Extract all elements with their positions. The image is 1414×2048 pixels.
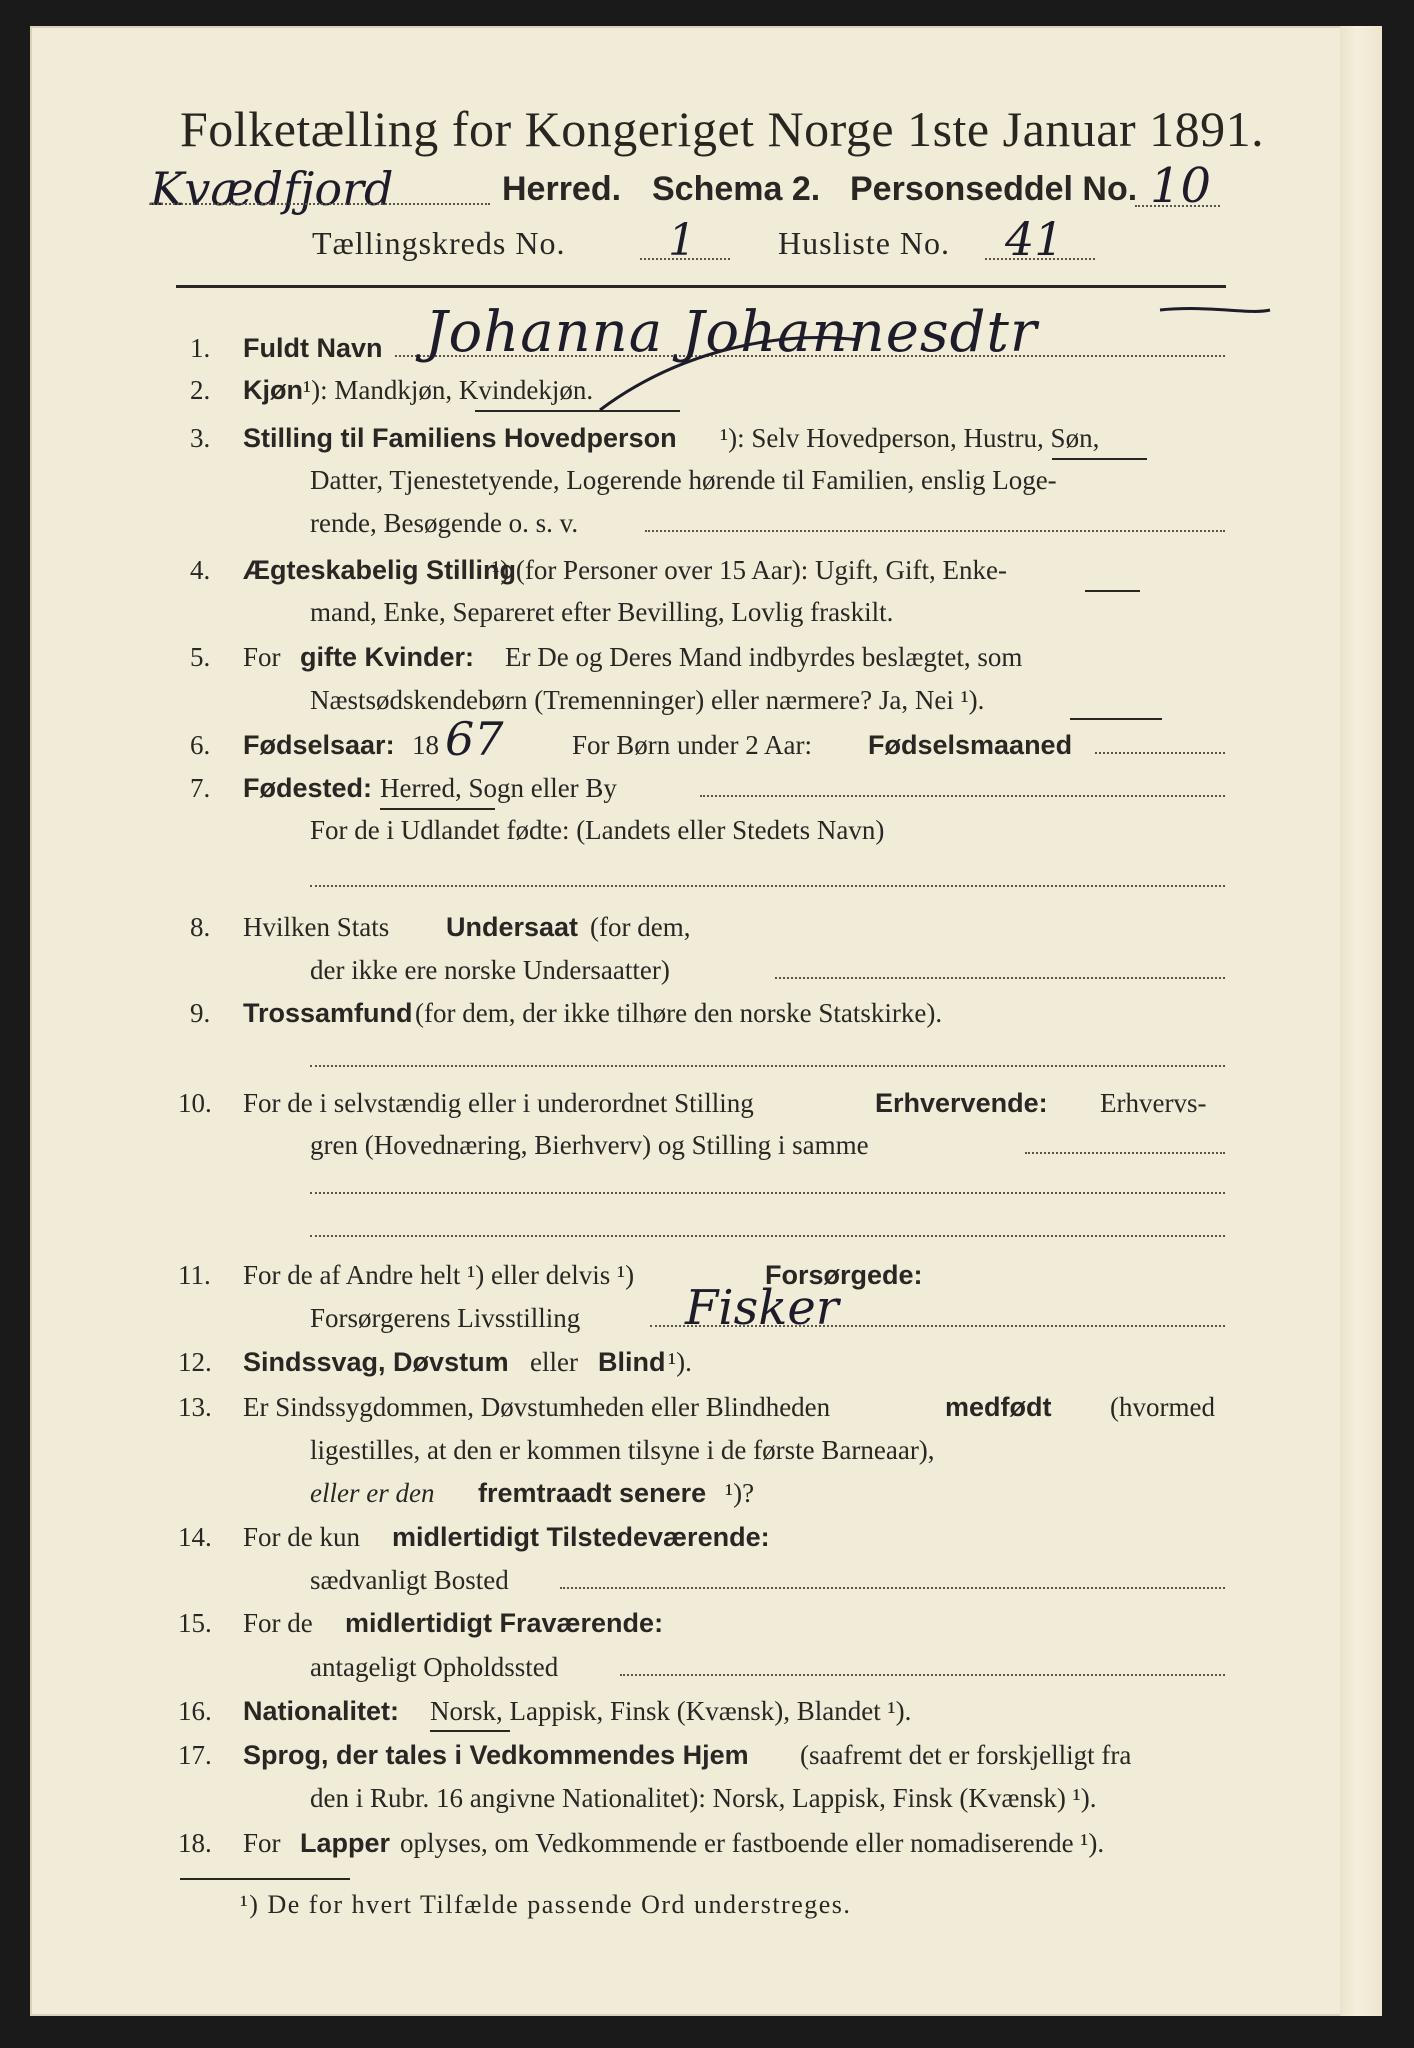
item-number: 3. [190, 423, 211, 453]
gifte-kvinder-question-line2: Næstsødskendebørn (Tremenninger) eller nærmere? Ja, Nei ¹). [310, 685, 985, 715]
gifte-kvinder-question: Er De og Deres Mand indbyrdes beslægtet, som [505, 642, 1023, 672]
undersaat-label: Undersaat [446, 912, 579, 942]
kreds-value: 1 [668, 215, 696, 266]
item-number: 10. [178, 1088, 212, 1118]
kreds-label: Tællingskreds No. [312, 225, 566, 261]
item-number: 2. [190, 375, 211, 405]
item-number: 14. [178, 1522, 212, 1552]
fodested-dotted-line [700, 795, 1225, 797]
gifte-pre: For [243, 642, 281, 672]
undersaat-text: (for dem, [590, 912, 691, 942]
item-number: 6. [190, 730, 211, 760]
sprog-label: Sprog, der tales i Vedkommendes Hjem [243, 1740, 749, 1770]
sindssvag-label: Sindssvag, Døvstum [243, 1347, 509, 1377]
sprog-text: (saafremt det er forskjelligt fra [800, 1740, 1132, 1770]
item-number: 18. [178, 1828, 212, 1858]
udlandet-line: For de i Udlandet fødte: (Landets eller Stedets Navn) [310, 815, 885, 845]
header-rule [176, 285, 1226, 288]
fodested-options: Herred, Sogn eller By [380, 773, 617, 803]
norsk-underline [430, 1730, 510, 1732]
trossamfund-dotted-line [310, 1065, 1225, 1067]
schema-label: Schema 2. [652, 170, 821, 208]
bosted-dotted-line [560, 1587, 1225, 1589]
trossamfund-label: Trossamfund [243, 998, 413, 1028]
personseddel-label: Personseddel No. [850, 170, 1138, 208]
nationalitet-label: Nationalitet: [243, 1696, 400, 1726]
item-number: 9. [190, 998, 211, 1028]
tilstedevaerende-label: midlertidigt Tilstedeværende: [392, 1522, 770, 1552]
udlandet-dotted-line [310, 885, 1225, 887]
stilling-dotted-line [645, 530, 1225, 532]
fodested-label: Fødested: [243, 773, 373, 803]
blind-label: Blind [598, 1347, 666, 1377]
stilling-options-line3: rende, Besøgende o. s. v. [310, 508, 579, 538]
erhverv-text: Erhvervs- [1100, 1088, 1207, 1118]
lapper-pre: For [243, 1828, 281, 1858]
erhverv-pre: For de i selvstændig eller i underordnet Stilling [243, 1088, 754, 1118]
item-number: 12. [178, 1347, 212, 1377]
footnote-rule [180, 1878, 350, 1880]
fodselsaar-label: Fødselsaar: [243, 730, 395, 760]
fodselsmaaned-dotted-line [1095, 752, 1225, 754]
undersaat-line2: der ikke ere norske Undersaatter) [310, 955, 670, 985]
undersaat-dotted-line [775, 977, 1225, 979]
opholdssted-label: antageligt Opholdssted [310, 1652, 559, 1682]
footnote: ¹) De for hvert Tilfælde passende Ord understreges. [240, 1890, 852, 1919]
personseddel-dotted-line [1135, 205, 1220, 207]
erhverv-dotted-line-2 [310, 1192, 1225, 1194]
gift-underline [1085, 590, 1140, 592]
herred-dotted-line [150, 203, 490, 205]
herred-underline [380, 808, 495, 810]
aegteskabelig-label: Ægteskabelig Stilling [243, 555, 517, 585]
opholdssted-dotted-line [620, 1674, 1225, 1676]
forsorgede-label: Forsørgede: [765, 1260, 923, 1290]
stilling-options-line2: Datter, Tjenestetyende, Logerende hørende til Familien, enslig Loge- [310, 465, 1057, 495]
fremtraadt-senere-label: fremtraadt senere [478, 1478, 707, 1508]
nationalitet-options: Norsk, Lappisk, Finsk (Kvænsk), Blandet ¹). [430, 1696, 912, 1726]
herred-value: Kvædfjord [150, 162, 394, 216]
lapper-text: oplyses, om Vedkommende er fastboende eller nomadiserende ¹). [400, 1828, 1105, 1858]
item-number: 7. [190, 773, 211, 803]
erhverv-dotted-line-1 [1025, 1152, 1225, 1154]
paper-edge [1340, 26, 1382, 2016]
form-title: Folketælling for Kongeriget Norge 1ste Januar 1891. [180, 101, 1265, 157]
husliste-dotted-line [985, 258, 1095, 260]
blind-suffix: ¹). [668, 1347, 692, 1377]
erhvervende-label: Erhvervende: [875, 1088, 1048, 1118]
fuldt-navn-label: Fuldt Navn [243, 333, 383, 363]
item-number: 4. [190, 555, 211, 585]
medfodt-line2: ligestilles, at den er kommen tilsyne i de første Barneaar), [310, 1435, 935, 1465]
trossamfund-text: (for dem, der ikke tilhøre den norske Statskirke). [415, 998, 943, 1028]
personseddel-value: 10 [1150, 158, 1212, 214]
herred-label: Herred. [502, 170, 622, 208]
sindssvag-eller: eller [530, 1347, 578, 1377]
aegteskabelig-options-line2: mand, Enke, Separeret efter Bevilling, Lovlig fraskilt. [310, 597, 894, 627]
stilling-options: ¹): Selv Hovedperson, Hustru, Søn, [720, 423, 1100, 453]
kjon-options: ¹): Mandkjøn, Kvindekjøn. [303, 375, 594, 405]
medfodt-pre: Er Sindssygdommen, Døvstumheden eller Blindheden [243, 1392, 831, 1422]
medfodt-label: medfødt [945, 1392, 1052, 1422]
livsstilling-value: Fisker [685, 1280, 839, 1336]
kreds-dotted-line [640, 258, 730, 260]
fodselsmaaned-label: Fødselsmaaned [868, 730, 1073, 760]
item-number: 16. [178, 1696, 212, 1726]
erhverv-line2: gren (Hovednæring, Bierhverv) og Stilling i samme [310, 1130, 869, 1160]
sprog-line2: den i Rubr. 16 angivne Nationalitet): Norsk, Lappisk, Finsk (Kvænsk) ¹). [310, 1783, 1097, 1813]
medfodt-line3c: ¹)? [725, 1478, 755, 1508]
item-number: 15. [178, 1608, 212, 1638]
medfodt-text: (hvormed [1110, 1392, 1215, 1422]
fravaerende-pre: For de [243, 1608, 313, 1638]
born-under-2-aar: For Børn under 2 Aar: [572, 730, 812, 760]
item-number: 17. [178, 1740, 212, 1770]
item-number: 5. [190, 642, 211, 672]
handwriting-flourish [560, 290, 1280, 420]
hustru-underline [1052, 458, 1147, 460]
bosted-label: sædvanligt Bosted [310, 1565, 509, 1595]
erhverv-dotted-line-3 [310, 1235, 1225, 1237]
fodselsaar-value: 67 [445, 712, 504, 766]
husliste-value: 41 [1005, 212, 1064, 266]
forsorgerens-livsstilling: Forsørgerens Livsstilling [310, 1303, 581, 1333]
aegteskabelig-options: ¹) (for Personer over 15 Aar): Ugift, Gift, Enke- [492, 555, 1007, 585]
tilstedevaerende-pre: For de kun [243, 1522, 360, 1552]
husliste-label: Husliste No. [778, 225, 950, 261]
undersaat-pre: Hvilken Stats [243, 912, 390, 942]
lapper-label: Lapper [300, 1828, 391, 1858]
item-number: 11. [178, 1260, 211, 1290]
item-number: 8. [190, 912, 211, 942]
fravaerende-label: midlertidigt Fraværende: [345, 1608, 664, 1638]
item-number: 13. [178, 1392, 212, 1422]
item-number: 1. [190, 333, 211, 363]
stilling-label: Stilling til Familiens Hovedperson [243, 423, 677, 453]
nei-underline [1070, 718, 1162, 720]
forsorgede-pre: For de af Andre helt ¹) eller delvis ¹) [243, 1260, 635, 1290]
fodselsaar-prefix: 18 [412, 730, 439, 760]
kjon-label: Kjøn [243, 375, 303, 405]
medfodt-line3a: eller er den [310, 1478, 435, 1508]
gifte-kvinder-label: gifte Kvinder: [300, 642, 475, 672]
fuldt-navn-value: Johanna Johannesdtr [425, 300, 1038, 365]
